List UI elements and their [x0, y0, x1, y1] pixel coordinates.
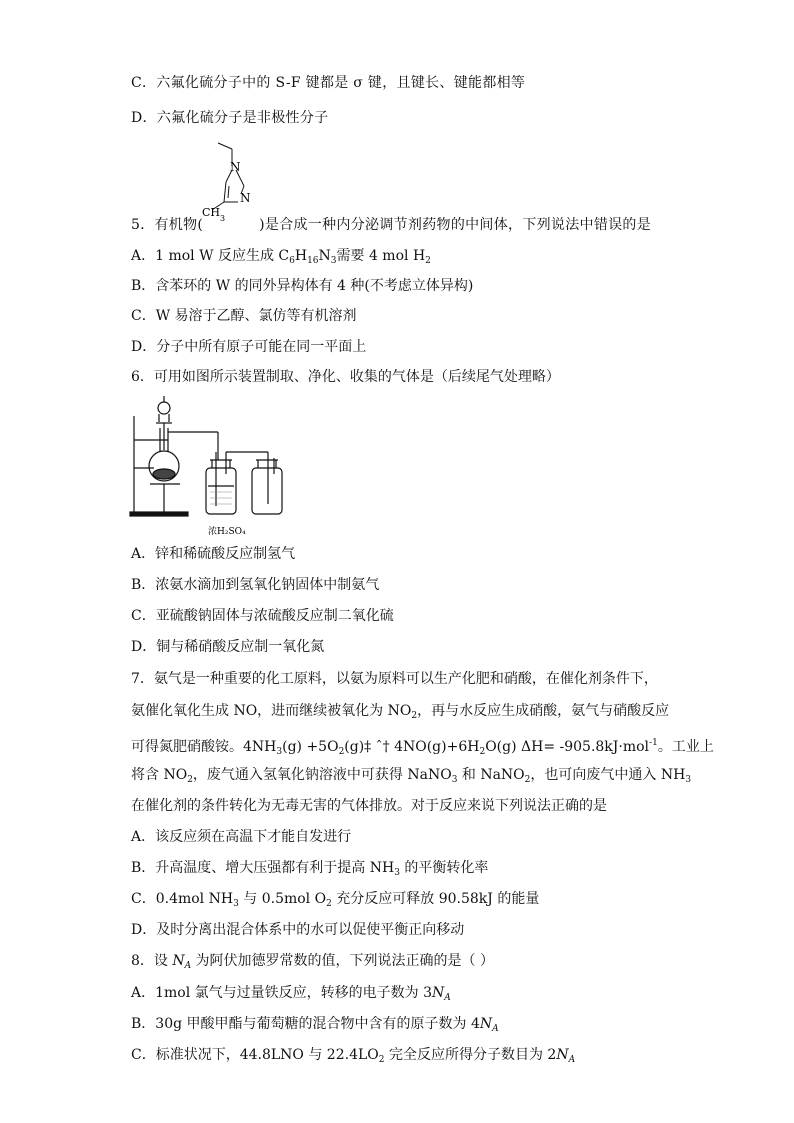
q5-option-c: C．W 易溶于乙醇、氯仿等有机溶剂: [131, 308, 357, 324]
q6-stem: 6．可用如图所示装置制取、净化、收集的气体是（后续尾气处理略）: [131, 369, 560, 385]
q7-option-c: [131, 890, 539, 913]
q7-l4-b: ，废气通入氢氧化钠溶液中可获得 NaNO: [192, 767, 452, 783]
q6-option-a: A．锌和稀硫酸反应制氢气: [131, 546, 296, 562]
q7-l3-d: O(g) ΔH= -905.8kJ·mol: [485, 739, 650, 755]
q8-option-b: [131, 1015, 499, 1038]
conc-h2so4-label: 浓H₂SO₄: [208, 527, 246, 537]
ring-n2-label: N: [240, 191, 251, 205]
q8-c-na: N: [556, 1047, 569, 1063]
q8-a-na: N: [432, 985, 445, 1001]
q7-c-a: C．0.4mol NH: [131, 891, 234, 907]
q7-l3-b: (g) +5O: [282, 739, 339, 755]
q8-a-text: A．1mol 氯气与过量铁反应，转移的电子数为 3: [131, 985, 433, 1001]
gas-apparatus-image: [128, 392, 304, 542]
q8-b-na-sub: A: [492, 1024, 499, 1034]
q5-a-h: H: [294, 248, 308, 264]
q7-l4-s2: 3: [451, 775, 458, 785]
q7-l2-sub: 2: [411, 711, 418, 721]
q7-c-c: 充分反应可释放 90.58kJ 的能量: [331, 891, 540, 907]
ring-n1-label: N: [230, 160, 241, 174]
q7-b-post: 的平衡转化率: [399, 860, 489, 876]
q7-l4-d: ，也可向废气中通入 NH: [530, 767, 686, 783]
q7-l3-sup: -1: [649, 738, 658, 748]
q5-a-n: N: [318, 248, 331, 264]
q8-stem-pre: 8．设: [131, 953, 173, 969]
q7-option-b: [131, 859, 488, 882]
q7-l4-s1: 2: [187, 775, 193, 785]
q5-a-text: A．1 mol W 反应生成 C: [131, 248, 290, 264]
q6-option-c: C．亚硫酸钠固体与浓硫酸反应制二氧化硫: [131, 608, 394, 624]
q7-option-a: A．该反应须在高温下才能自发进行: [131, 829, 352, 845]
q5-a-sub1: 6: [289, 256, 295, 266]
q7-line-4: [131, 766, 691, 789]
q7-b-sub: 3: [394, 868, 400, 878]
q7-b-pre: B．升高温度、增大压强都有利于提高 NH: [131, 860, 395, 876]
q4-option-d: D．六氟化硫分子是非极性分子: [131, 110, 329, 126]
q7-option-d: D．及时分离出混合体系中的水可以促使平衡正向移动: [131, 922, 465, 938]
q8-stem-post: 为阿伏加德罗常数的值，下列说法正确的是（ ）: [191, 953, 495, 969]
q8-na: N: [172, 953, 185, 969]
q8-c-na-sub: A: [568, 1055, 576, 1065]
methyl-subscript: 3: [220, 214, 226, 223]
q7-l4-s4: 3: [685, 775, 692, 785]
q7-l3-s2: 2: [338, 747, 345, 757]
imidazole-structure-image: [196, 136, 266, 228]
q8-a-na-sub: A: [444, 993, 451, 1003]
q7-l3-e: 。工业上: [657, 739, 714, 755]
q7-l3-s1: 3: [276, 747, 283, 757]
q5-option-b: B．含苯环的 W 的同外异构体有 4 种(不考虑立体异构): [131, 278, 474, 294]
q8-c-sub: 2: [378, 1055, 385, 1065]
q7-line-2: [131, 702, 669, 725]
q7-l3-s3: 2: [479, 747, 486, 757]
q6-option-d: D．铜与稀硝酸反应制一氧化氮: [131, 639, 325, 655]
q5-stem: [131, 216, 651, 234]
q7-line-5: 在催化剂的条件转化为无毒无害的气体排放。对于反应来说下列说法正确的是: [131, 798, 607, 814]
q7-c-s2: 2: [326, 899, 332, 909]
q5-a-sub3: 3: [330, 256, 337, 266]
q5-a-mid: 需要 4 mol H: [336, 248, 426, 264]
q7-l2-pre: 氨催化氧化生成 NO，进而继续被氧化为 NO: [131, 703, 412, 719]
q5-a-sub2: 16: [307, 256, 319, 266]
q5-stem-post: )是合成一种内分泌调节剂药物的中间体，下列说法中错误的是: [259, 217, 652, 233]
q8-b-text: B．30g 甲酸甲酯与葡萄糖的混合物中含有的原子数为 4: [131, 1016, 480, 1032]
q7-l2-post: ，再与水反应生成硝酸，氨气与硝酸反应: [417, 703, 670, 719]
q5-a-sub4: 2: [425, 256, 431, 266]
q7-l3-c: (g)‡ ˆ† 4NO(g)+6H: [344, 739, 480, 755]
q7-line-1: 7．氨气是一种重要的化工原料，以氨为原料可以生产化肥和硝酸，在催化剂条件下，: [131, 671, 658, 687]
q7-c-s1: 3: [233, 899, 239, 909]
q8-option-c: [131, 1046, 575, 1069]
q8-c-text: C．标准状况下，44.8LNO 与 22.4LO: [131, 1047, 379, 1063]
q6-option-b: B．浓氨水滴加到氢氧化钠固体中制氨气: [131, 577, 380, 593]
q5-option-a: [131, 247, 431, 270]
q7-l4-a: 将含 NO: [131, 767, 188, 783]
q5-stem-pre: 5．有机物(: [131, 217, 204, 233]
q8-na-sub: A: [184, 961, 192, 971]
q7-l3-a: 可得氮肥硝酸铵。4NH: [131, 739, 277, 755]
q7-l4-c: 和 NaNO: [457, 767, 525, 783]
q7-line-3: [131, 734, 714, 761]
q8-option-a: [131, 984, 451, 1007]
q8-stem: [131, 952, 494, 975]
q8-c-post: 完全反应所得分子数目为 2: [384, 1047, 557, 1063]
q5-option-d: D．分子中所有原子可能在同一平面上: [131, 339, 367, 355]
methyl-label: CH: [202, 206, 221, 219]
q8-b-na: N: [479, 1016, 493, 1032]
q4-option-c: C．六氟化硫分子中的 S-F 键都是 σ 键，且键长、键能都相等: [131, 75, 526, 91]
q7-c-b: 与 0.5mol O: [238, 891, 327, 907]
q7-l4-s3: 2: [524, 775, 531, 785]
